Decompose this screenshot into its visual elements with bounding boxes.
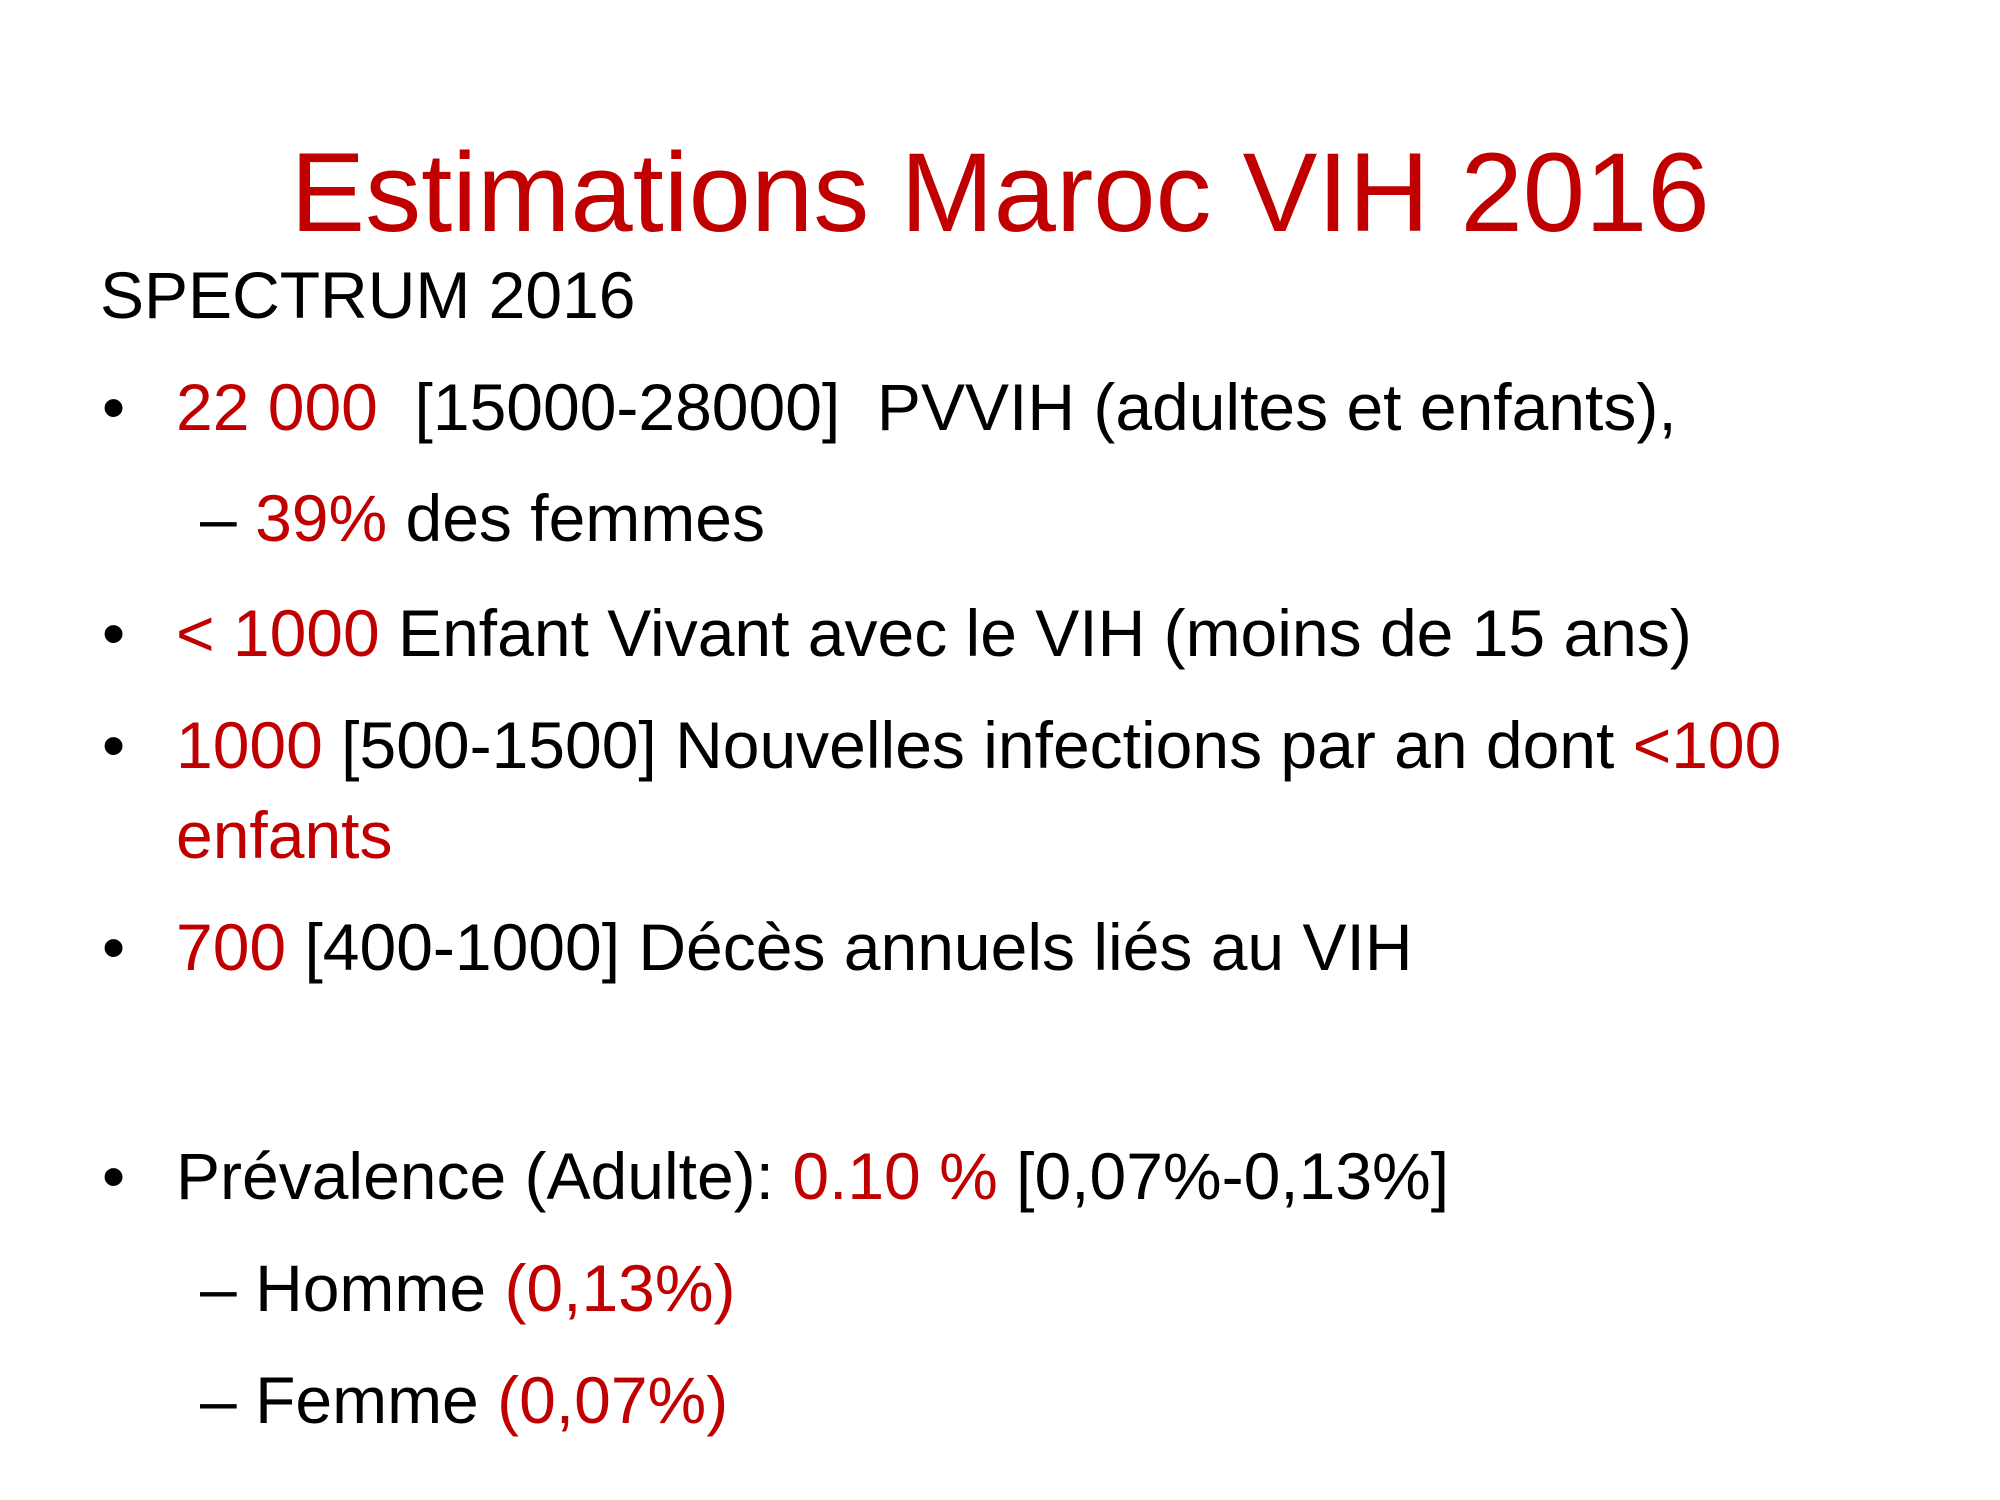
femme-label: Femme	[255, 1363, 498, 1437]
prevalence-value: 0.10 %	[792, 1139, 998, 1213]
femmes-text: des femmes	[387, 481, 765, 555]
deces-text: [400-1000] Décès annuels liés au VIH	[286, 910, 1413, 984]
pvvih-text: [15000-28000] PVVIH (adultes et enfants),	[377, 370, 1677, 444]
enfants-text: Enfant Vivant avec le VIH (moins de 15 ans)	[379, 596, 1692, 670]
femmes-percent: 39%	[255, 481, 388, 555]
list-item-nouvelles-infections	[176, 705, 1781, 785]
enfants-count: < 1000	[176, 596, 380, 670]
prevalence-range: [0,07%-0,13%]	[997, 1139, 1450, 1213]
list-item-enfants	[176, 593, 1692, 673]
dash-icon: –	[200, 1363, 237, 1437]
subheading: SPECTRUM 2016	[100, 258, 636, 332]
bullet-icon: •	[102, 708, 126, 782]
sub-item-femmes	[200, 478, 765, 558]
pvvih-count: 22 000	[176, 370, 378, 444]
infections-children-label: enfants	[176, 798, 393, 872]
infections-children-count: <100	[1632, 708, 1782, 782]
infections-count: 1000	[176, 708, 323, 782]
list-item-prevalence	[176, 1136, 1449, 1216]
bullet-icon: •	[102, 596, 126, 670]
dash-icon: –	[200, 481, 237, 555]
sub-item-femme	[200, 1360, 728, 1440]
bullet-icon: •	[102, 1139, 126, 1213]
bullet-icon: •	[102, 910, 126, 984]
deces-count: 700	[176, 910, 287, 984]
femme-value: (0,07%)	[497, 1363, 729, 1437]
homme-value: (0,13%)	[504, 1251, 736, 1325]
homme-label: Homme	[255, 1251, 505, 1325]
list-item-deces	[176, 907, 1412, 987]
slide-title: Estimations Maroc VIH 2016	[290, 130, 1710, 255]
prevalence-label: Prévalence (Adulte):	[176, 1139, 793, 1213]
sub-item-homme	[200, 1248, 736, 1328]
bullet-icon: •	[102, 370, 126, 444]
list-item-pvvih	[176, 367, 1677, 447]
infections-text: [500-1500] Nouvelles infections par an dont	[322, 708, 1633, 782]
dash-icon: –	[200, 1251, 237, 1325]
